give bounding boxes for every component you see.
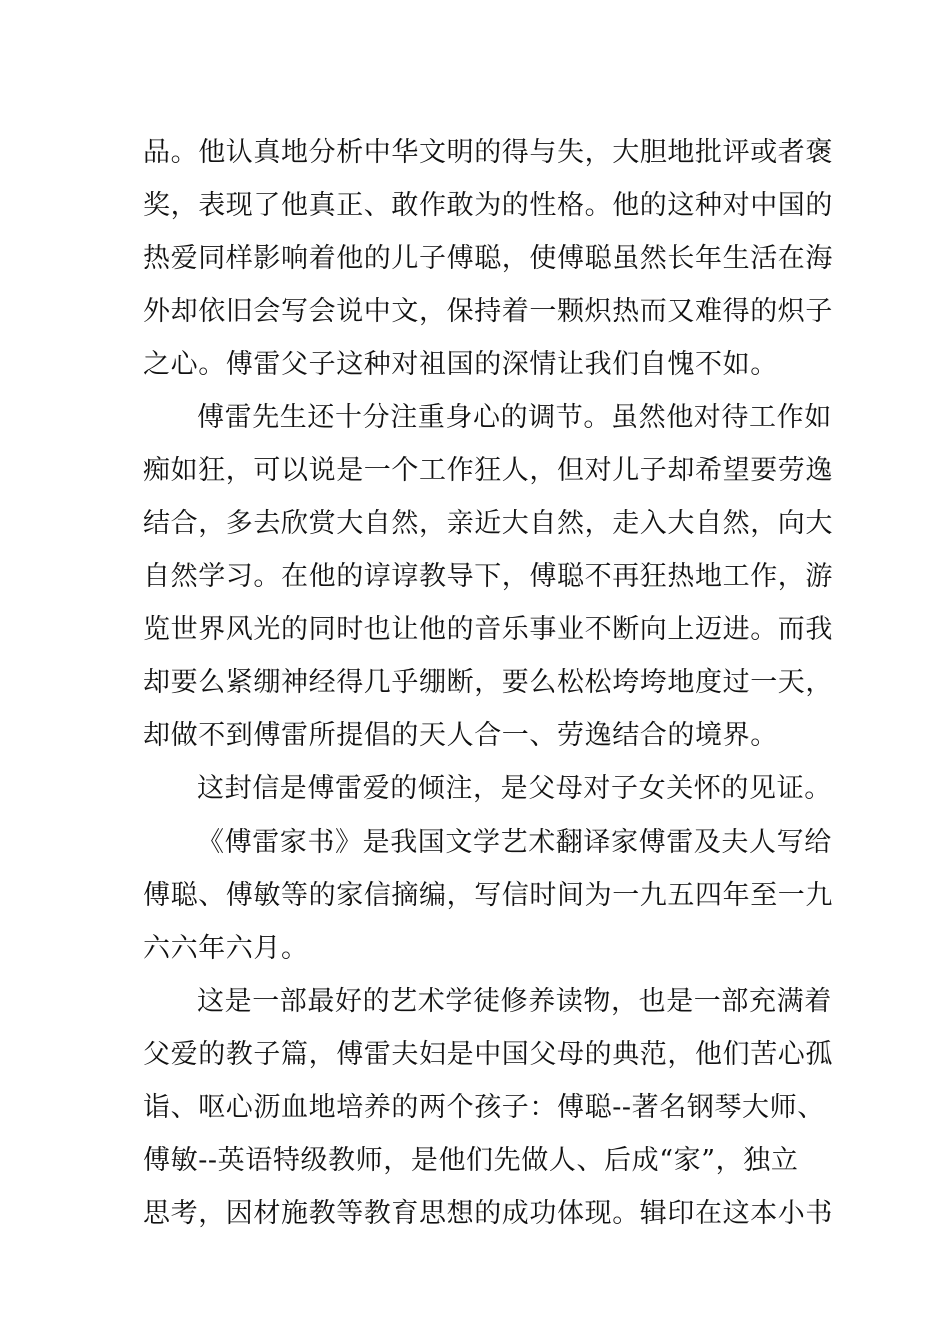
text-line: 这封信是傅雷爱的倾注，是父母对子女关怀的见证。 [197,773,832,804]
text-line: 傅聪、傅敏等的家信摘编，写信时间为一九五四年至一九 [143,880,833,911]
text-line: 这是一部最好的艺术学徒修养读物，也是一部充满着 [197,986,832,1017]
text-line: 傅敏--英语特级教师，是他们先做人、后成“家”，独立 [143,1145,799,1176]
text-line: 自然学习。在他的谆谆教导下，傅聪不再狂热地工作，游 [143,561,833,592]
text-line: 览世界风光的同时也让他的音乐事业不断向上迈进。而我 [143,614,833,645]
text-line: 诣、呕心沥血地培养的两个孩子：傅聪--著名钢琴大师、 [143,1092,825,1123]
text-block-1 [143,126,833,815]
paragraph [143,762,832,815]
text-line: 痴如狂，可以说是一个工作狂人，但对儿子却希望要劳逸 [143,455,833,486]
text-line: 却要么紧绷神经得几乎绷断，要么松松垮垮地度过一天， [143,667,833,698]
paragraph [143,816,833,975]
text-line: 之心。傅雷父子这种对祖国的深情让我们自愧不如。 [143,349,778,380]
text-line: 品。他认真地分析中华文明的得与失，大胆地批评或者褒 [143,137,833,168]
text-line: 六六年六月。 [143,933,309,964]
paragraph [143,975,833,1240]
text-block-2 [143,816,833,1240]
text-line: 却做不到傅雷所提倡的天人合一、劳逸结合的境界。 [143,720,778,751]
text-line: 结合，多去欣赏大自然，亲近大自然，走入大自然，向大 [143,508,833,539]
text-line: 傅雷先生还十分注重身心的调节。虽然他对待工作如 [197,402,832,433]
paragraph [143,126,833,391]
text-line: 热爱同样影响着他的儿子傅聪，使傅聪虽然长年生活在海 [143,243,833,274]
text-line: 思考，因材施教等教育思想的成功体现。辑印在这本小书 [143,1198,833,1229]
text-line: 《傅雷家书》是我国文学艺术翻译家傅雷及夫人写给 [197,827,832,858]
text-line: 奖，表现了他真正、敢作敢为的性格。他的这种对中国的 [143,190,833,221]
text-line: 外却依旧会写会说中文，保持着一颗炽热而又难得的炽子 [143,296,833,327]
paragraph [143,391,833,762]
text-line: 父爱的教子篇，傅雷夫妇是中国父母的典范，他们苦心孤 [143,1039,833,1070]
